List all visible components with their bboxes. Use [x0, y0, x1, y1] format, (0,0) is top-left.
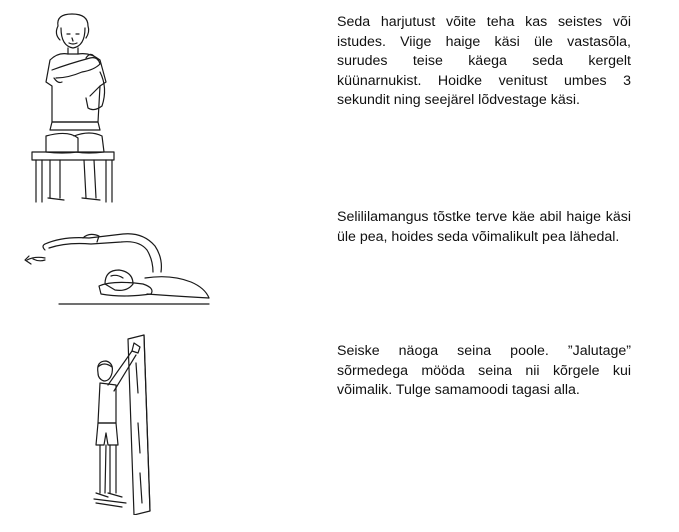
supine-arm-raise-figure [23, 226, 211, 308]
wall-walk-figure [88, 333, 162, 515]
exercise-1-instructions: Seda harjutust võite teha kas seistes või istudes. Viige haige käsi üle vastasõla, surudes teise käega seda kergelt küünarnukist. Hoidke venitust umbes 3 sekundit ning seejärel lõdvestage käsi. [337, 14, 631, 108]
exercise-3-instructions: Seiske näoga seina poole. ”Jalutage” sõrmedega mööda seina nii kõrgele kui võimalik. Tulge samamoodi tagasi alla. [337, 343, 631, 398]
exercise-2-instructions: Selililamangus tõstke terve käe abil haige käsi üle pea, hoides seda võimalikult pea lähedal. [337, 209, 631, 245]
seated-shoulder-stretch-figure [28, 12, 124, 204]
